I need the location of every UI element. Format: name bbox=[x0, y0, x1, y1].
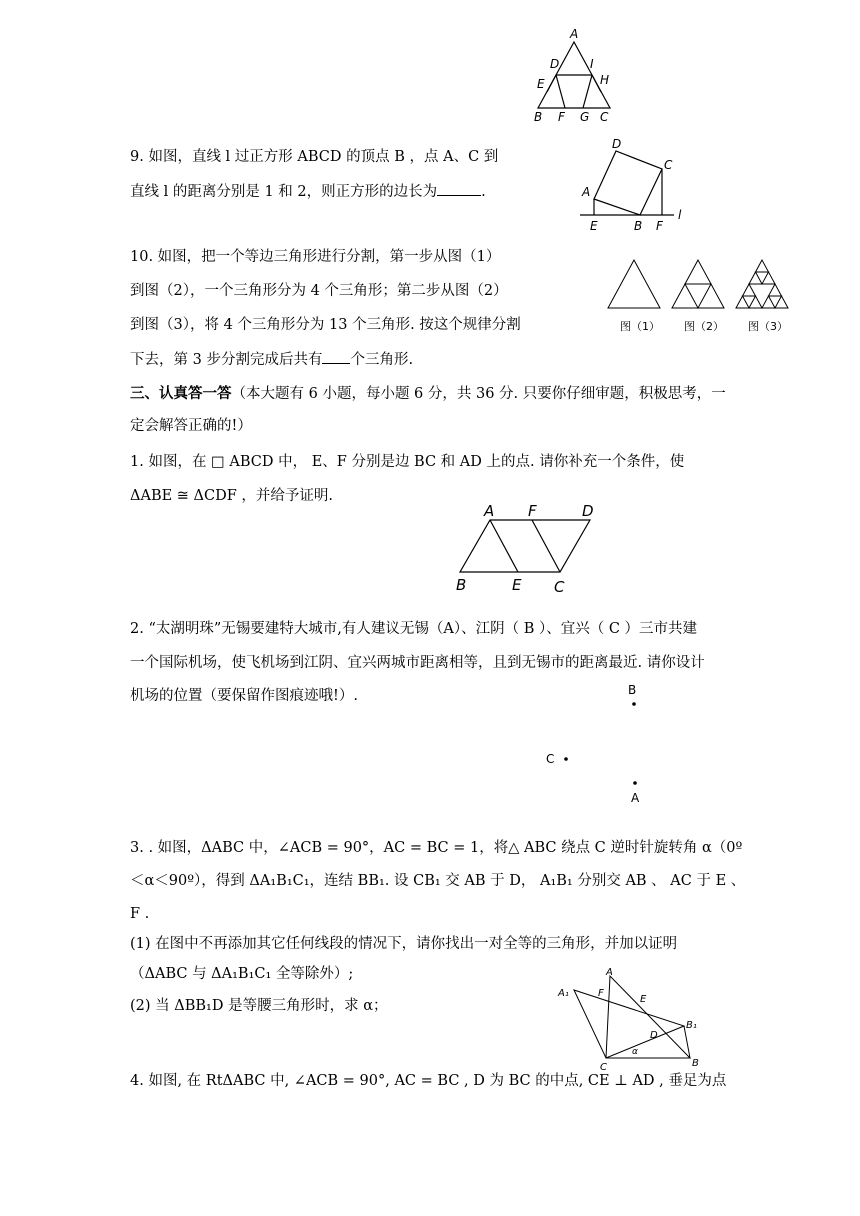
label-B: B bbox=[534, 110, 543, 124]
label-B: B bbox=[692, 1058, 699, 1069]
point-label-B: B bbox=[628, 683, 637, 697]
caption-fig1: 图（1） bbox=[620, 320, 660, 333]
p3-line2: ＜α＜90º），得到 ΔA₁B₁C₁，连结 BB₁. 设 CB₁ 交 AB 于 D， A₁B₁ 分别交 AB 、 AC 于 E 、 bbox=[130, 873, 746, 889]
label-A: A bbox=[582, 185, 591, 199]
p1-line1: 1. 如图，在 □ ABCD 中， E、F 分别是边 BC 和 AD 上的点. 请你补充一个条件，使 bbox=[130, 454, 685, 470]
label-D: D bbox=[650, 1030, 658, 1041]
label-E: E bbox=[512, 576, 522, 594]
label-D: D bbox=[612, 137, 622, 151]
label-B1: B₁ bbox=[686, 1020, 697, 1031]
point-B bbox=[632, 702, 636, 706]
figure-triangle-division bbox=[602, 256, 798, 336]
label-B: B bbox=[634, 219, 643, 233]
figure-triangle-hexagon bbox=[528, 24, 620, 124]
q9-line2-text: 直线 l 的距离分别是 1 和 2，则正方形的边长为 bbox=[130, 184, 438, 200]
label-D: D bbox=[582, 502, 594, 520]
section3-title: 三、认真答一答 bbox=[130, 385, 232, 402]
label-l: l bbox=[678, 208, 682, 222]
caption-fig2: 图（2） bbox=[684, 320, 724, 333]
p1-line2: ΔABE ≅ ΔCDF ，并给予证明. bbox=[130, 488, 334, 504]
p2-line2: 一个国际机场，使飞机场到江阴、宜兴两城市距离相等，且到无锡市的距离最近. 请你设计 bbox=[130, 655, 705, 671]
figure-parallelogram bbox=[452, 500, 608, 596]
caption-fig3: 图（3） bbox=[748, 320, 788, 333]
p3-question1: (1) 在图中不再添加其它任何线段的情况下，请你找出一对全等的三角形，并加以证明 bbox=[130, 936, 678, 952]
point-A bbox=[633, 781, 637, 785]
q10-line2: 到图（2），一个三角形分为 4 个三角形；第二步从图（2） bbox=[130, 283, 508, 299]
p3-question2: (2) 当 ΔBB₁D 是等腰三角形时，求 α； bbox=[130, 998, 388, 1014]
point-C bbox=[564, 757, 568, 761]
p2-line1: 2. “太湖明珠”无锡要建特大城市,有人建议无锡（A）、江阴（ B ）、宜兴（ C ）三市共建 bbox=[130, 621, 698, 637]
label-C: C bbox=[600, 1062, 607, 1073]
p3-line3: F . bbox=[130, 906, 150, 922]
label-C: C bbox=[554, 578, 565, 596]
q9-line2 bbox=[130, 181, 486, 202]
p2-line3: 机场的位置（要保留作图痕迹哦!）. bbox=[130, 688, 358, 704]
p3-question1-note: （ΔABC 与 ΔA₁B₁C₁ 全等除外）; bbox=[130, 966, 354, 982]
label-C: C bbox=[600, 110, 609, 124]
figure-square-line bbox=[574, 136, 694, 236]
label-F: F bbox=[656, 219, 663, 233]
q10-line4-end: 个三角形. bbox=[350, 352, 414, 368]
label-C: C bbox=[664, 158, 673, 172]
label-E: E bbox=[590, 219, 598, 233]
label-F: F bbox=[528, 502, 537, 520]
point-label-A: A bbox=[631, 791, 640, 805]
answer-blank bbox=[322, 349, 350, 364]
q9-line2-end: . bbox=[481, 184, 486, 200]
point-label-C: C bbox=[546, 752, 555, 766]
label-alpha: α bbox=[632, 1047, 638, 1057]
label-G: G bbox=[580, 110, 590, 124]
figure-three-cities bbox=[540, 680, 660, 810]
q10-line3: 到图（3），将 4 个三角形分为 13 个三角形. 按这个规律分割 bbox=[130, 317, 521, 333]
q9-line1: 9. 如图，直线 l 过正方形 ABCD 的顶点 B ，点 A、C 到 bbox=[130, 149, 499, 165]
label-H: H bbox=[600, 73, 610, 87]
figure-rotated-triangle bbox=[554, 966, 714, 1074]
section3-header bbox=[130, 384, 726, 404]
q10-line4-text: 下去，第 3 步分割完成后共有 bbox=[130, 352, 323, 368]
label-I: I bbox=[590, 57, 594, 71]
p3-line1: 3. . 如图，ΔABC 中，∠ACB = 90°，AC = BC = 1，将△ ABC 绕点 C 逆时针旋转角 α（0º bbox=[130, 840, 743, 856]
answer-blank bbox=[437, 181, 481, 196]
label-F: F bbox=[558, 110, 565, 124]
label-A1: A₁ bbox=[558, 988, 569, 999]
p4-line1: 4. 如图, 在 RtΔABC 中, ∠ACB = 90°, AC = BC , D 为 BC 的中点, CE ⊥ AD , 垂足为点 bbox=[130, 1073, 727, 1089]
label-A: A bbox=[484, 502, 495, 520]
label-F: F bbox=[598, 988, 604, 999]
section3-instructions: （本大题有 6 小题，每小题 6 分，共 36 分. 只要你仔细审题，积极思考，一 bbox=[231, 386, 726, 402]
section3-line2: 定会解答正确的!） bbox=[130, 418, 252, 434]
label-A: A bbox=[570, 27, 579, 41]
label-E: E bbox=[537, 77, 545, 91]
q10-line1: 10. 如图，把一个等边三角形进行分割，第一步从图（1） bbox=[130, 249, 501, 265]
q10-line4 bbox=[130, 349, 413, 370]
label-A: A bbox=[606, 967, 613, 978]
label-B: B bbox=[456, 576, 467, 594]
label-E: E bbox=[640, 994, 647, 1005]
label-D: D bbox=[550, 57, 560, 71]
